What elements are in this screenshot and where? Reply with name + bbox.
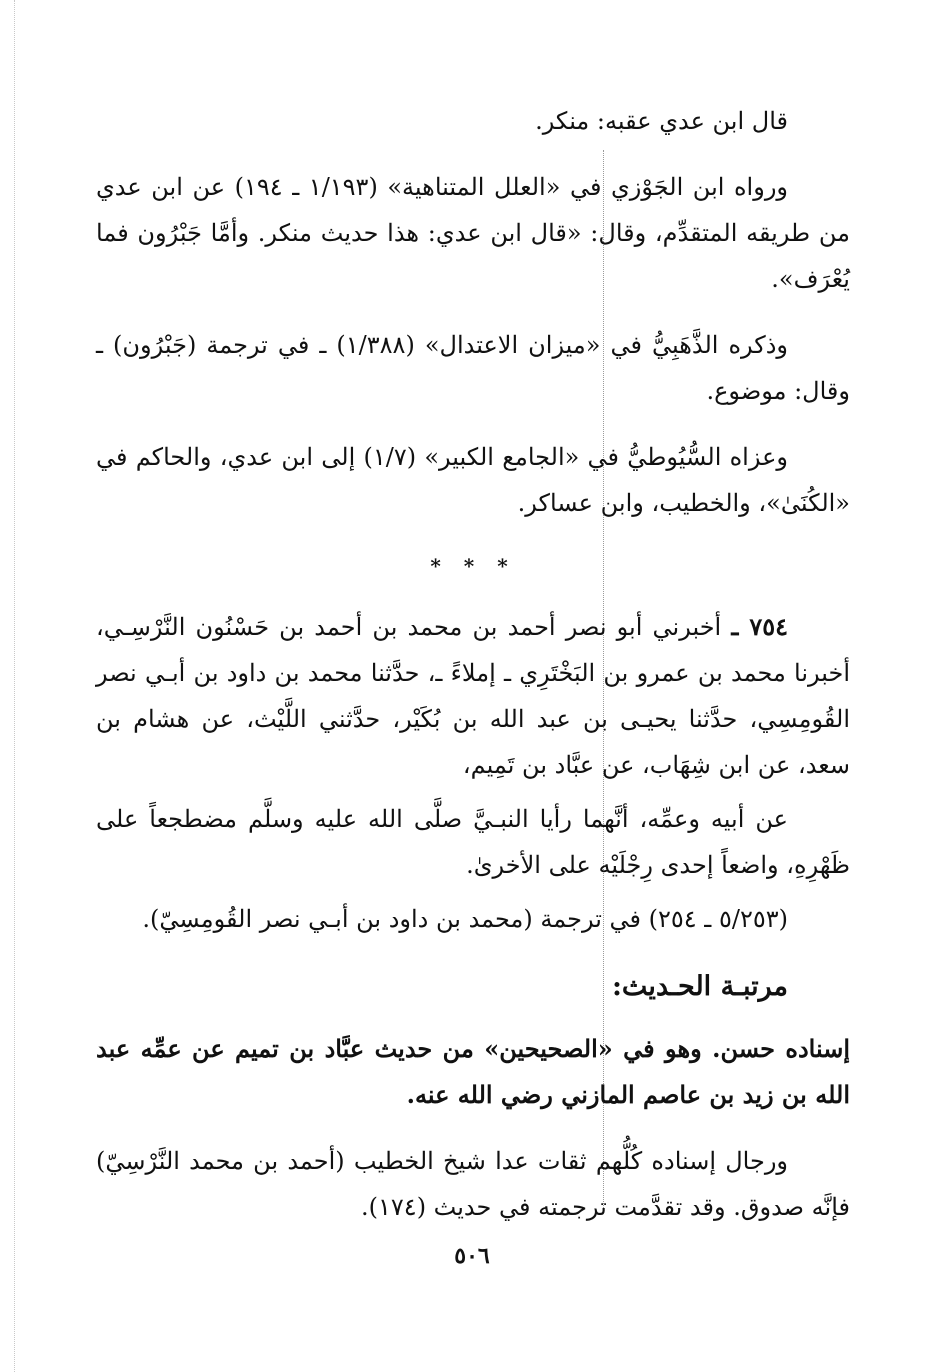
- paragraph-hadith-grade: إسناده حسن. وهو في «الصحيحين» من حديث عبَّاد بن تميم عن عمِّه عبد الله بن زيد بن عاصم المازني رضي الله عنه.: [96, 1034, 850, 1109]
- text-column: [96, 98, 850, 1250]
- section-divider: * * *: [430, 554, 516, 578]
- paragraph-narrators: ورجال إسناده كُلُّهم ثقات عدا شيخ الخطيب (أحمد بن محمد النَّرْسِيّ) فإنَّه صدوق. وقد تقدَّمت ترجمته في حديث (١٧٤).: [96, 1147, 850, 1221]
- hadith-number: ٧٥٤ ـ: [731, 612, 788, 641]
- section-heading-hadith-grade: مرتبـة الحـديث:: [611, 971, 788, 1002]
- paragraph-suyuti: وعزاه السُّيُوطيُّ في «الجامع الكبير» (١/٧) إلى ابن عدي، والحاكم في «الكُنَىٰ»، والخطيب، وابن عساكر.: [96, 443, 850, 517]
- page-number: ٥٠٦: [454, 1243, 490, 1269]
- scan-edge-artifact: [14, 0, 15, 1372]
- paragraph-source-reference: (٥/٢٥٣ ـ ٢٥٤) في ترجمة (محمد بن داود بن أبـي نصر القُومِسِيّ).: [142, 905, 788, 933]
- paragraph-dhahabi: وذكره الذَّهَبِيُّ في «ميزان الاعتدال» (١/٣٨٨) ـ في ترجمة (جَبْرُون) ـ وقال: موضوع.: [96, 331, 850, 405]
- paragraph-ibn-al-jawzi: ورواه ابن الجَوْزي في «العلل المتناهية» (١/١٩٣ ـ ١٩٤) عن ابن عدي من طريقه المتقدِّم، وقال: «قال ابن عدي: هذا حديث منكر. وأمَّا جَبْرُون فما يُعْرَف».: [96, 173, 850, 293]
- hadith-isnad: أخبرني أبو نصر أحمد بن محمد بن أحمد بن حَسْنُون النَّرْسِـي، أخبرنا محمد بن عمرو بن البَخْتَرِي ـ إملاءً ـ، حدَّثنا محمد بن داود بن أبـي نصر القُومِسِي، حدَّثنا يحيـى بن عبد الله بن بُكَيْر، حدَّثني اللَّيْث، عن هشام بن سعد، عن ابن شِهَاب، عن عبَّاد بن تَمِيم،: [96, 613, 850, 779]
- paragraph-ibn-adi-verdict: قال ابن عدي عقبه: منكر.: [535, 107, 788, 135]
- paragraph-hadith-chain: [96, 604, 850, 788]
- paragraph-hadith-text: عن أبيه وعمِّه، أنَّهما رأيا النبـيَّ صلَّى الله عليه وسلَّم مضطجعاً على ظَهْرِهِ، واضعاً إحدى رِجْلَيْه على الأخرىٰ.: [96, 805, 850, 879]
